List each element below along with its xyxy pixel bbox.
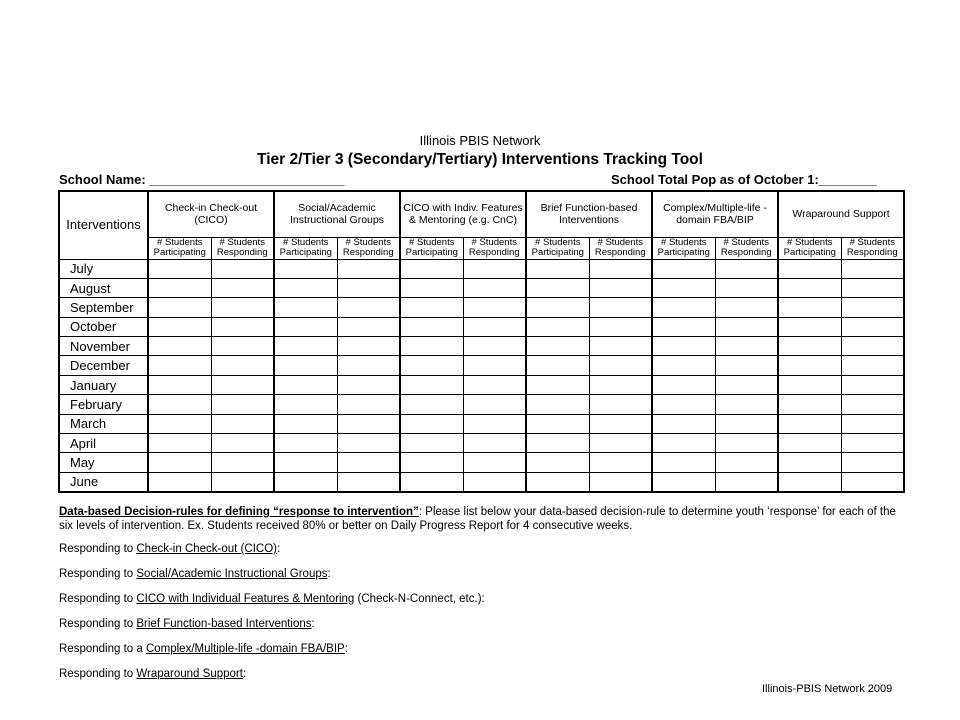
- entry-cell[interactable]: [778, 472, 841, 492]
- entry-cell[interactable]: [778, 414, 841, 433]
- entry-cell[interactable]: [400, 337, 463, 356]
- entry-cell[interactable]: [274, 414, 337, 433]
- table-row: [59, 317, 904, 336]
- responding-suffix: :: [311, 618, 315, 630]
- entry-cell[interactable]: [715, 317, 778, 336]
- entry-cell[interactable]: [337, 337, 400, 356]
- entry-cell[interactable]: [148, 414, 211, 433]
- entry-cell[interactable]: [211, 375, 274, 394]
- entry-cell[interactable]: [400, 356, 463, 375]
- entry-cell[interactable]: [526, 259, 589, 278]
- sub-header-responding: # Students Responding: [337, 237, 400, 259]
- entry-cell[interactable]: [337, 434, 400, 453]
- entry-cell[interactable]: [652, 337, 715, 356]
- entry-cell[interactable]: [148, 356, 211, 375]
- responding-item: [59, 668, 246, 680]
- table-row: [59, 259, 904, 278]
- entry-cell[interactable]: [841, 375, 904, 394]
- entry-cell[interactable]: [400, 434, 463, 453]
- entry-cell[interactable]: [715, 356, 778, 375]
- entry-cell[interactable]: [589, 337, 652, 356]
- responding-item: [59, 543, 280, 555]
- entry-cell[interactable]: [337, 472, 400, 492]
- entry-cell[interactable]: [652, 317, 715, 336]
- table-row: [59, 453, 904, 472]
- sub-header-responding: # Students Responding: [463, 237, 526, 259]
- entry-cell[interactable]: [274, 395, 337, 414]
- table-row: [59, 472, 904, 492]
- entry-cell[interactable]: [589, 356, 652, 375]
- responding-intervention: Brief Function-based Interventions: [136, 618, 312, 630]
- interventions-header: Interventions: [59, 191, 148, 259]
- entry-cell[interactable]: [526, 453, 589, 472]
- entry-cell[interactable]: [715, 453, 778, 472]
- footer-credit: Illinois-PBIS Network 2009: [762, 683, 893, 695]
- entry-cell[interactable]: [148, 259, 211, 278]
- responding-suffix: :: [242, 668, 247, 680]
- school-name-field: School Name: ___________________________: [59, 172, 345, 187]
- entry-cell[interactable]: [715, 278, 778, 297]
- entry-cell[interactable]: [148, 453, 211, 472]
- sub-header-responding: # Students Responding: [715, 237, 778, 259]
- responding-intervention: Check-in Check-out (CICO): [136, 543, 277, 555]
- table-row: [59, 395, 904, 414]
- sub-header-participating: # Students Participating: [148, 237, 211, 259]
- entry-cell[interactable]: [778, 434, 841, 453]
- entry-cell[interactable]: [400, 472, 463, 492]
- group-header-brief-function: Brief Function-based Interventions: [526, 191, 652, 237]
- entry-cell[interactable]: [463, 434, 526, 453]
- entry-cell[interactable]: [526, 472, 589, 492]
- entry-cell[interactable]: [526, 356, 589, 375]
- month-label: July: [59, 259, 148, 278]
- entry-cell[interactable]: [211, 395, 274, 414]
- entry-cell[interactable]: [211, 472, 274, 492]
- entry-cell[interactable]: [211, 356, 274, 375]
- entry-cell[interactable]: [463, 453, 526, 472]
- entry-cell[interactable]: [148, 298, 211, 317]
- entry-cell[interactable]: [211, 337, 274, 356]
- tracking-table: [58, 190, 905, 493]
- entry-cell[interactable]: [715, 414, 778, 433]
- entry-cell[interactable]: [778, 395, 841, 414]
- entry-cell[interactable]: [589, 298, 652, 317]
- entry-cell[interactable]: [400, 259, 463, 278]
- entry-cell[interactable]: [778, 356, 841, 375]
- entry-cell[interactable]: [463, 356, 526, 375]
- group-header-complex-fba: Complex/Multiple-life - domain FBA/BIP: [652, 191, 778, 237]
- entry-cell[interactable]: [652, 472, 715, 492]
- entry-cell[interactable]: [211, 278, 274, 297]
- entry-cell[interactable]: [274, 278, 337, 297]
- entry-cell[interactable]: [337, 298, 400, 317]
- entry-cell[interactable]: [652, 395, 715, 414]
- responding-item: [59, 643, 348, 655]
- entry-cell[interactable]: [148, 434, 211, 453]
- responding-item: [59, 568, 331, 580]
- responding-item: [59, 593, 485, 605]
- responding-item: [59, 618, 315, 630]
- entry-cell[interactable]: [400, 453, 463, 472]
- entry-cell[interactable]: [841, 453, 904, 472]
- entry-cell[interactable]: [841, 356, 904, 375]
- entry-cell[interactable]: [211, 298, 274, 317]
- entry-cell[interactable]: [841, 278, 904, 297]
- sub-header-row: [59, 237, 904, 259]
- month-label: May: [59, 453, 148, 472]
- entry-cell[interactable]: [841, 395, 904, 414]
- sub-header-participating: # Students Participating: [526, 237, 589, 259]
- entry-cell[interactable]: [274, 317, 337, 336]
- entry-cell[interactable]: [589, 317, 652, 336]
- entry-cell[interactable]: [778, 317, 841, 336]
- school-pop-field: School Total Pop as of October 1:________: [611, 172, 877, 187]
- network-title: Illinois PBIS Network: [419, 133, 541, 148]
- entry-cell[interactable]: [589, 414, 652, 433]
- entry-cell[interactable]: [715, 395, 778, 414]
- entry-cell[interactable]: [778, 453, 841, 472]
- page-title: Tier 2/Tier 3 (Secondary/Tertiary) Interventions Tracking Tool: [257, 151, 703, 168]
- entry-cell[interactable]: [778, 375, 841, 394]
- table-row: [59, 356, 904, 375]
- entry-cell[interactable]: [589, 375, 652, 394]
- entry-cell[interactable]: [526, 434, 589, 453]
- group-header-social-academic: Social/Academic Instructional Groups: [274, 191, 400, 237]
- entry-cell[interactable]: [274, 337, 337, 356]
- entry-cell[interactable]: [463, 259, 526, 278]
- entry-cell[interactable]: [589, 453, 652, 472]
- entry-cell[interactable]: [526, 337, 589, 356]
- entry-cell[interactable]: [589, 472, 652, 492]
- entry-cell[interactable]: [274, 259, 337, 278]
- entry-cell[interactable]: [463, 317, 526, 336]
- responding-prefix: Responding to: [59, 668, 137, 680]
- entry-cell[interactable]: [715, 375, 778, 394]
- entry-cell[interactable]: [778, 278, 841, 297]
- entry-cell[interactable]: [652, 278, 715, 297]
- entry-cell[interactable]: [337, 259, 400, 278]
- entry-cell[interactable]: [715, 472, 778, 492]
- entry-cell[interactable]: [652, 356, 715, 375]
- entry-cell[interactable]: [274, 356, 337, 375]
- entry-cell[interactable]: [211, 259, 274, 278]
- entry-cell[interactable]: [211, 453, 274, 472]
- entry-cell[interactable]: [337, 278, 400, 297]
- table-row: [59, 278, 904, 297]
- entry-cell[interactable]: [274, 472, 337, 492]
- entry-cell[interactable]: [841, 414, 904, 433]
- entry-cell[interactable]: [400, 375, 463, 394]
- entry-cell[interactable]: [589, 434, 652, 453]
- sub-header-responding: # Students Responding: [589, 237, 652, 259]
- month-label: November: [59, 337, 148, 356]
- responding-prefix: Responding to: [59, 543, 137, 555]
- entry-cell[interactable]: [463, 414, 526, 433]
- entry-cell[interactable]: [337, 453, 400, 472]
- entry-cell[interactable]: [463, 298, 526, 317]
- month-rows: [59, 259, 904, 492]
- month-label: October: [59, 317, 148, 336]
- responding-intervention: Social/Academic Instructional Groups: [136, 568, 328, 580]
- table-row: [59, 434, 904, 453]
- sub-header-participating: # Students Participating: [652, 237, 715, 259]
- month-label: February: [59, 395, 148, 414]
- sub-header-participating: # Students Participating: [274, 237, 337, 259]
- month-label: September: [59, 298, 148, 317]
- responding-intervention: Wraparound Support: [136, 668, 243, 680]
- entry-cell[interactable]: [526, 375, 589, 394]
- month-label: December: [59, 356, 148, 375]
- entry-cell[interactable]: [589, 278, 652, 297]
- entry-cell[interactable]: [148, 317, 211, 336]
- entry-cell[interactable]: [652, 453, 715, 472]
- entry-cell[interactable]: [841, 298, 904, 317]
- entry-cell[interactable]: [274, 298, 337, 317]
- decision-rules-text: [59, 506, 909, 533]
- responding-prefix: Responding to: [59, 593, 137, 605]
- entry-cell[interactable]: [526, 414, 589, 433]
- responding-intervention: CICO with Individual Features & Mentoring: [136, 593, 355, 605]
- responding-intervention: Complex/Multiple-life -domain FBA/BIP: [145, 643, 345, 655]
- entry-cell[interactable]: [337, 375, 400, 394]
- entry-cell[interactable]: [337, 414, 400, 433]
- group-header-row: [59, 191, 904, 237]
- entry-cell[interactable]: [337, 395, 400, 414]
- entry-cell[interactable]: [841, 337, 904, 356]
- entry-cell[interactable]: [841, 434, 904, 453]
- sub-header-responding: # Students Responding: [841, 237, 904, 259]
- entry-cell[interactable]: [463, 278, 526, 297]
- entry-cell[interactable]: [526, 278, 589, 297]
- entry-cell[interactable]: [400, 317, 463, 336]
- entry-cell[interactable]: [652, 434, 715, 453]
- entry-cell[interactable]: [148, 337, 211, 356]
- responding-prefix: Responding to: [59, 618, 137, 630]
- entry-cell[interactable]: [652, 298, 715, 317]
- decision-rules-body: : Please list below your data-based decision-rule to determine youth ‘response’ for each of the six levels of intervention. Ex. Students received 80% or better on Daily Progress Report for 4 consecutive weeks.: [59, 506, 896, 532]
- entry-cell[interactable]: [463, 472, 526, 492]
- responding-prefix: Responding to: [59, 568, 137, 580]
- entry-cell[interactable]: [148, 278, 211, 297]
- entry-cell[interactable]: [652, 414, 715, 433]
- responding-suffix: :: [327, 568, 331, 580]
- entry-cell[interactable]: [274, 434, 337, 453]
- entry-cell[interactable]: [715, 298, 778, 317]
- entry-cell[interactable]: [211, 414, 274, 433]
- entry-cell[interactable]: [715, 337, 778, 356]
- entry-cell[interactable]: [400, 278, 463, 297]
- responding-suffix: :: [276, 543, 281, 555]
- entry-cell[interactable]: [652, 375, 715, 394]
- entry-cell[interactable]: [148, 472, 211, 492]
- entry-cell[interactable]: [715, 434, 778, 453]
- group-header-wraparound: Wraparound Support: [778, 191, 904, 237]
- entry-cell[interactable]: [778, 259, 841, 278]
- group-header-cico-mentoring: CICO with Indiv. Features & Mentoring (e.g. CnC): [400, 191, 526, 237]
- entry-cell[interactable]: [337, 356, 400, 375]
- entry-cell[interactable]: [526, 395, 589, 414]
- month-label: April: [59, 434, 148, 453]
- sub-header-participating: # Students Participating: [778, 237, 841, 259]
- entry-cell[interactable]: [463, 337, 526, 356]
- entry-cell[interactable]: [526, 298, 589, 317]
- entry-cell[interactable]: [778, 337, 841, 356]
- table-row: [59, 298, 904, 317]
- entry-cell[interactable]: [274, 375, 337, 394]
- entry-cell[interactable]: [274, 453, 337, 472]
- entry-cell[interactable]: [652, 259, 715, 278]
- entry-cell[interactable]: [841, 317, 904, 336]
- entry-cell[interactable]: [463, 395, 526, 414]
- month-label: March: [59, 414, 148, 433]
- entry-cell[interactable]: [400, 298, 463, 317]
- entry-cell[interactable]: [211, 434, 274, 453]
- responding-suffix: :: [344, 643, 348, 655]
- responding-prefix: Responding to a: [59, 643, 146, 655]
- sub-header-responding: # Students Responding: [211, 237, 274, 259]
- month-label: August: [59, 278, 148, 297]
- decision-rules-heading: Data-based Decision-rules for defining “response to intervention”: [59, 506, 419, 518]
- entry-cell[interactable]: [148, 375, 211, 394]
- entry-cell[interactable]: [589, 395, 652, 414]
- entry-cell[interactable]: [589, 259, 652, 278]
- entry-cell[interactable]: [400, 395, 463, 414]
- sub-header-participating: # Students Participating: [400, 237, 463, 259]
- table-row: [59, 375, 904, 394]
- entry-cell[interactable]: [211, 317, 274, 336]
- month-label: June: [59, 472, 148, 492]
- entry-cell[interactable]: [778, 298, 841, 317]
- group-header-cico: Check-in Check-out (CICO): [148, 191, 274, 237]
- entry-cell[interactable]: [715, 259, 778, 278]
- month-label: January: [59, 375, 148, 394]
- entry-cell[interactable]: [148, 395, 211, 414]
- table-row: [59, 414, 904, 433]
- entry-cell[interactable]: [400, 414, 463, 433]
- table-row: [59, 337, 904, 356]
- entry-cell[interactable]: [841, 472, 904, 492]
- entry-cell[interactable]: [526, 317, 589, 336]
- responding-suffix: (Check-N-Connect, etc.):: [354, 593, 485, 605]
- entry-cell[interactable]: [841, 259, 904, 278]
- entry-cell[interactable]: [463, 375, 526, 394]
- entry-cell[interactable]: [337, 317, 400, 336]
